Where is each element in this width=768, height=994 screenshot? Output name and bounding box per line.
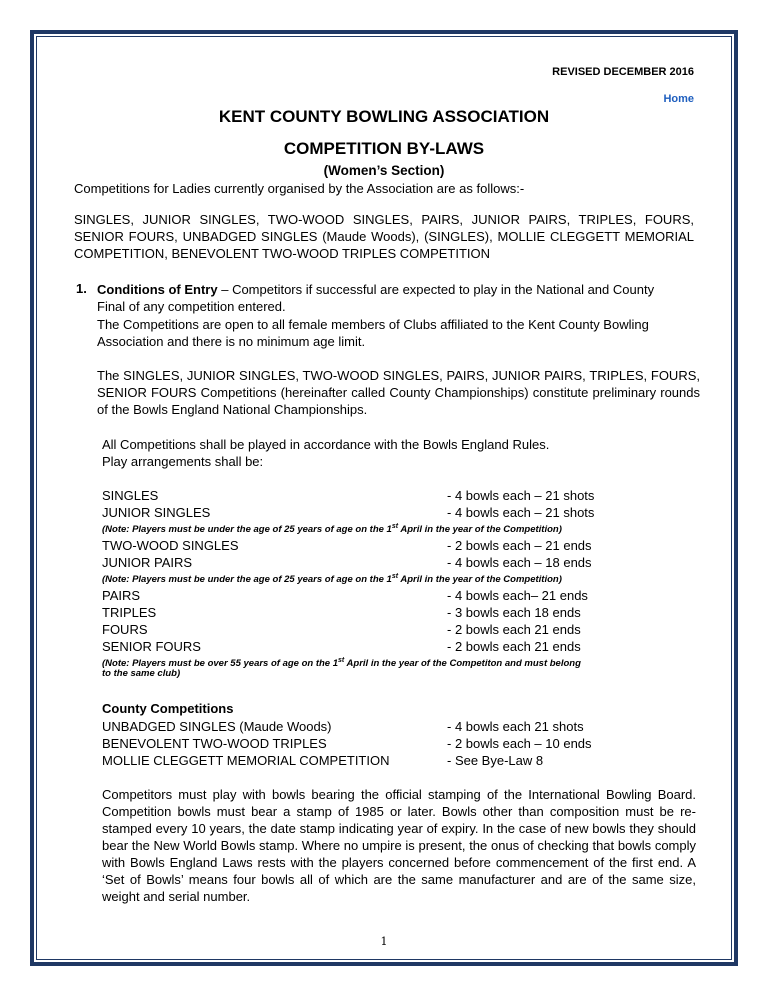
arrangement-rule: - 4 bowls each – 18 ends	[447, 555, 592, 570]
arrangement-name: TWO-WOOD SINGLES	[102, 538, 239, 553]
arrangement-name: JUNIOR PAIRS	[102, 555, 193, 570]
arrangement-rule: - 4 bowls each– 21 ends	[447, 588, 588, 603]
arrangement-rule: - 2 bowls each 21 ends	[447, 639, 581, 654]
competitions-list: SINGLES, JUNIOR SINGLES, TWO-WOOD SINGLES, PAIRS, JUNIOR PAIRS, TRIPLES, FOURS, SENIOR FOURS, UNBADGED SINGLES (Maude Woods), (SINGLES), MOLLIE CLEGGETT MEMORIAL COMPETITION, BENEVOLENT TWO-WOOD TRIPLES COMPETITION	[74, 212, 694, 261]
county-comp-name: BENEVOLENT TWO-WOOD TRIPLES	[102, 736, 327, 751]
page-title: KENT COUNTY BOWLING ASSOCIATION	[218, 107, 550, 126]
bowls-stamping-paragraph: Competitors must play with bowls bearing the official stamping of the International Bowling Board. Competition bowls must bear a stamp of 1985 or later. Bowls other than composition must be re-stamped every 10 years, the date stamp indicating year of expiry. In the case of new bowls they should bear the New World Bowls stamp. Where no umpire is present, the onus of checking that bowls comply with Bowls England Laws rests with the players concerned before commencement of the first end. A ‘Set of Bowls’ means four bowls all of which are the same manufacturer and are of the same size, weight and serial number.	[102, 787, 696, 904]
conditions-heading: Conditions of Entry	[97, 282, 218, 297]
home-link[interactable]: Home	[663, 93, 694, 105]
page-number: 1	[380, 935, 388, 948]
arrangement-rule: - 2 bowls each – 21 ends	[447, 538, 592, 553]
arrangement-rule: - 4 bowls each – 21 shots	[447, 505, 595, 520]
conditions-of-entry	[97, 281, 663, 315]
senior-age-note-cont: to the same club)	[102, 668, 181, 679]
arrangement-name: SENIOR FOURS	[102, 639, 201, 654]
championships-paragraph: The SINGLES, JUNIOR SINGLES, TWO-WOOD SINGLES, PAIRS, JUNIOR PAIRS, TRIPLES, FOURS, SENIOR FOURS Competitions (hereinafter called County Championships) constitute preliminary rounds of the Bowls England National Championships.	[97, 368, 700, 417]
junior-age-note: (Note: Players must be under the age of 25 years of age on the 1st April in the year of the Competition)	[102, 573, 562, 586]
revised-date: REVISED DECEMBER 2016	[552, 66, 694, 78]
junior-age-note: (Note: Players must be under the age of 25 years of age on the 1st April in the year of the Competition)	[102, 523, 562, 536]
county-comp-name: UNBADGED SINGLES (Maude Woods)	[102, 719, 332, 734]
arrangement-name: SINGLES	[102, 488, 159, 503]
play-arrangements-label: Play arrangements shall be:	[102, 454, 264, 469]
arrangement-name: FOURS	[102, 622, 148, 637]
section-number: 1.	[76, 281, 87, 296]
county-comp-name: MOLLIE CLEGGETT MEMORIAL COMPETITION	[102, 753, 390, 768]
eligibility-paragraph: The Competitions are open to all female members of Clubs affiliated to the Kent County Bowling Association and there is no minimum age limit.	[97, 317, 649, 349]
county-competitions-heading: County Competitions	[102, 701, 234, 716]
senior-age-note: (Note: Players must be over 55 years of age on the 1st April in the year of the Competiton and must belong	[102, 657, 581, 670]
county-comp-rule: - 2 bowls each – 10 ends	[447, 736, 592, 751]
arrangement-rule: - 4 bowls each – 21 shots	[447, 488, 595, 503]
arrangement-name: TRIPLES	[102, 605, 157, 620]
page-subtitle: COMPETITION BY-LAWS	[283, 139, 485, 158]
rules-paragraph: All Competitions shall be played in accordance with the Bowls England Rules.	[102, 437, 550, 452]
arrangement-name: JUNIOR SINGLES	[102, 505, 211, 520]
arrangement-rule: - 3 bowls each 18 ends	[447, 605, 581, 620]
section-label: (Women’s Section)	[323, 163, 445, 178]
county-comp-rule: - See Bye-Law 8	[447, 753, 544, 768]
county-comp-rule: - 4 bowls each 21 shots	[447, 719, 584, 734]
conditions-heading-text: – Competitors if successful are expected to play in the National and County Final of any competition entered.	[97, 282, 655, 314]
arrangement-name: PAIRS	[102, 588, 141, 603]
intro-text: Competitions for Ladies currently organised by the Association are as follows:-	[74, 181, 525, 196]
arrangement-rule: - 2 bowls each 21 ends	[447, 622, 581, 637]
